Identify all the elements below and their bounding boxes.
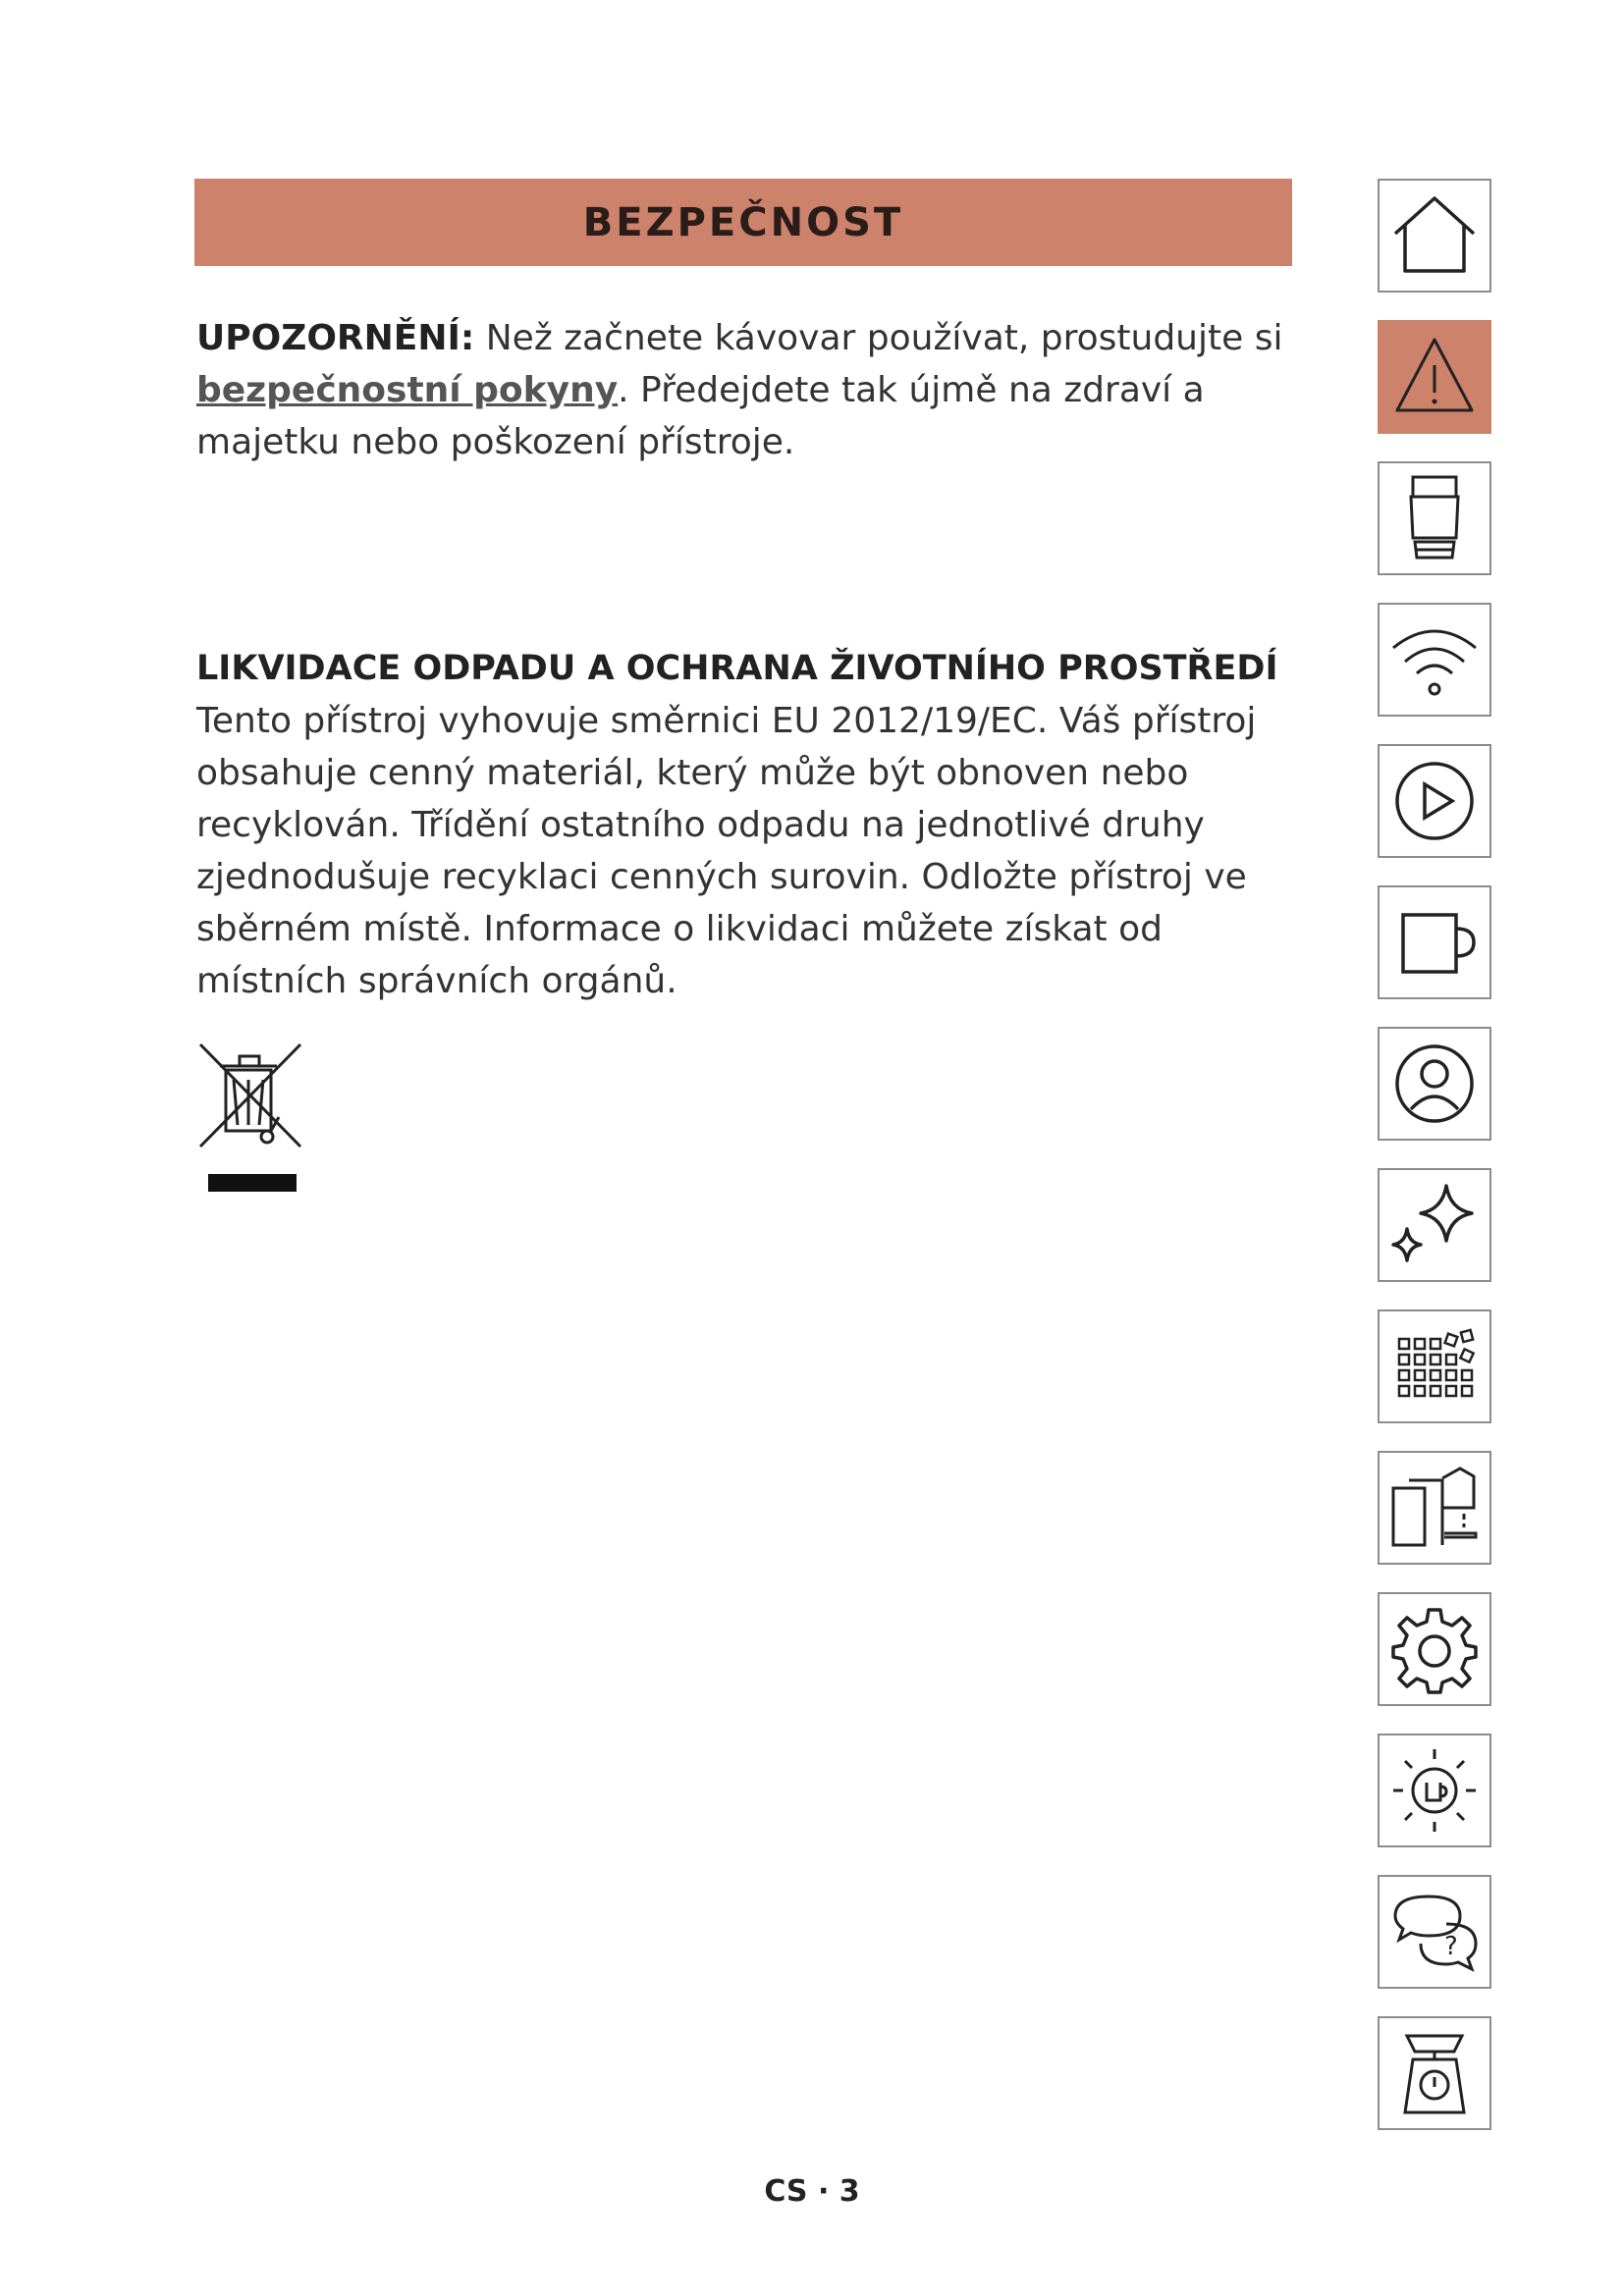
disposal-body: Tento přístroj vyhovuje směrnici EU 2012/19/EC. Váš přístroj obsahuje cenný materiál, který může být obnoven nebo recyklován. Třídění ostatního odpadu na jednotlivé druhy zjednodušuje recyklaci cenných surovin. Odložte přístroj ve sběrném místě. Informace o likvidaci můžete získat od místních správních orgánů. [196, 701, 1257, 1001]
warning-paragraph [196, 312, 1296, 468]
scale-icon [1385, 2024, 1484, 2122]
page-title: BEZPEČNOST [582, 199, 904, 245]
sun-cup-icon [1385, 1741, 1484, 1840]
user-icon [1385, 1035, 1484, 1133]
nav-energy[interactable] [1378, 1734, 1491, 1847]
warning-icon [1385, 328, 1484, 426]
warning-text-after: . Předejdete tak újmě na zdraví a majetku nebo poškození přístroje. [196, 370, 1205, 462]
nav-user[interactable] [1378, 1027, 1491, 1141]
nav-cleaning[interactable] [1378, 1168, 1491, 1282]
nav-home[interactable] [1378, 179, 1491, 293]
warning-text-before: Než začnete kávovar používat, prostudujte si [474, 318, 1283, 358]
nav-scale[interactable] [1378, 2016, 1491, 2130]
disposal-heading: LIKVIDACE ODPADU A OCHRANA ŽIVOTNÍHO PROSTŘEDÍ [196, 649, 1278, 688]
nav-machine[interactable] [1378, 461, 1491, 575]
gear-icon [1385, 1600, 1484, 1698]
crossed-out-wheelie-bin-icon [196, 1041, 306, 1194]
nav-wifi[interactable] [1378, 603, 1491, 717]
help-chat-icon [1385, 1883, 1484, 1981]
wifi-icon [1385, 611, 1484, 709]
page-number: CS · 3 [764, 2174, 860, 2209]
nav-descaling[interactable] [1378, 1451, 1491, 1565]
home-icon [1385, 187, 1484, 285]
coffee-machine-icon [1385, 469, 1484, 567]
svg-text:?: ? [1444, 1932, 1458, 1961]
cup-icon [1385, 893, 1484, 991]
nav-safety[interactable] [1378, 320, 1491, 434]
nav-play[interactable] [1378, 744, 1491, 858]
nav-cup[interactable] [1378, 885, 1491, 999]
safety-instructions-link[interactable]: bezpečnostní pokyny [196, 370, 619, 410]
descaling-icon [1385, 1459, 1484, 1557]
capsules-icon [1385, 1317, 1484, 1415]
nav-settings[interactable] [1378, 1592, 1491, 1706]
section-banner [194, 179, 1292, 266]
play-icon [1385, 752, 1484, 850]
warning-label: UPOZORNĚNÍ: [196, 318, 475, 358]
nav-help[interactable] [1378, 1875, 1491, 1989]
sparkle-icon [1385, 1176, 1484, 1274]
nav-capsules[interactable] [1378, 1309, 1491, 1423]
disposal-section [196, 643, 1296, 1007]
